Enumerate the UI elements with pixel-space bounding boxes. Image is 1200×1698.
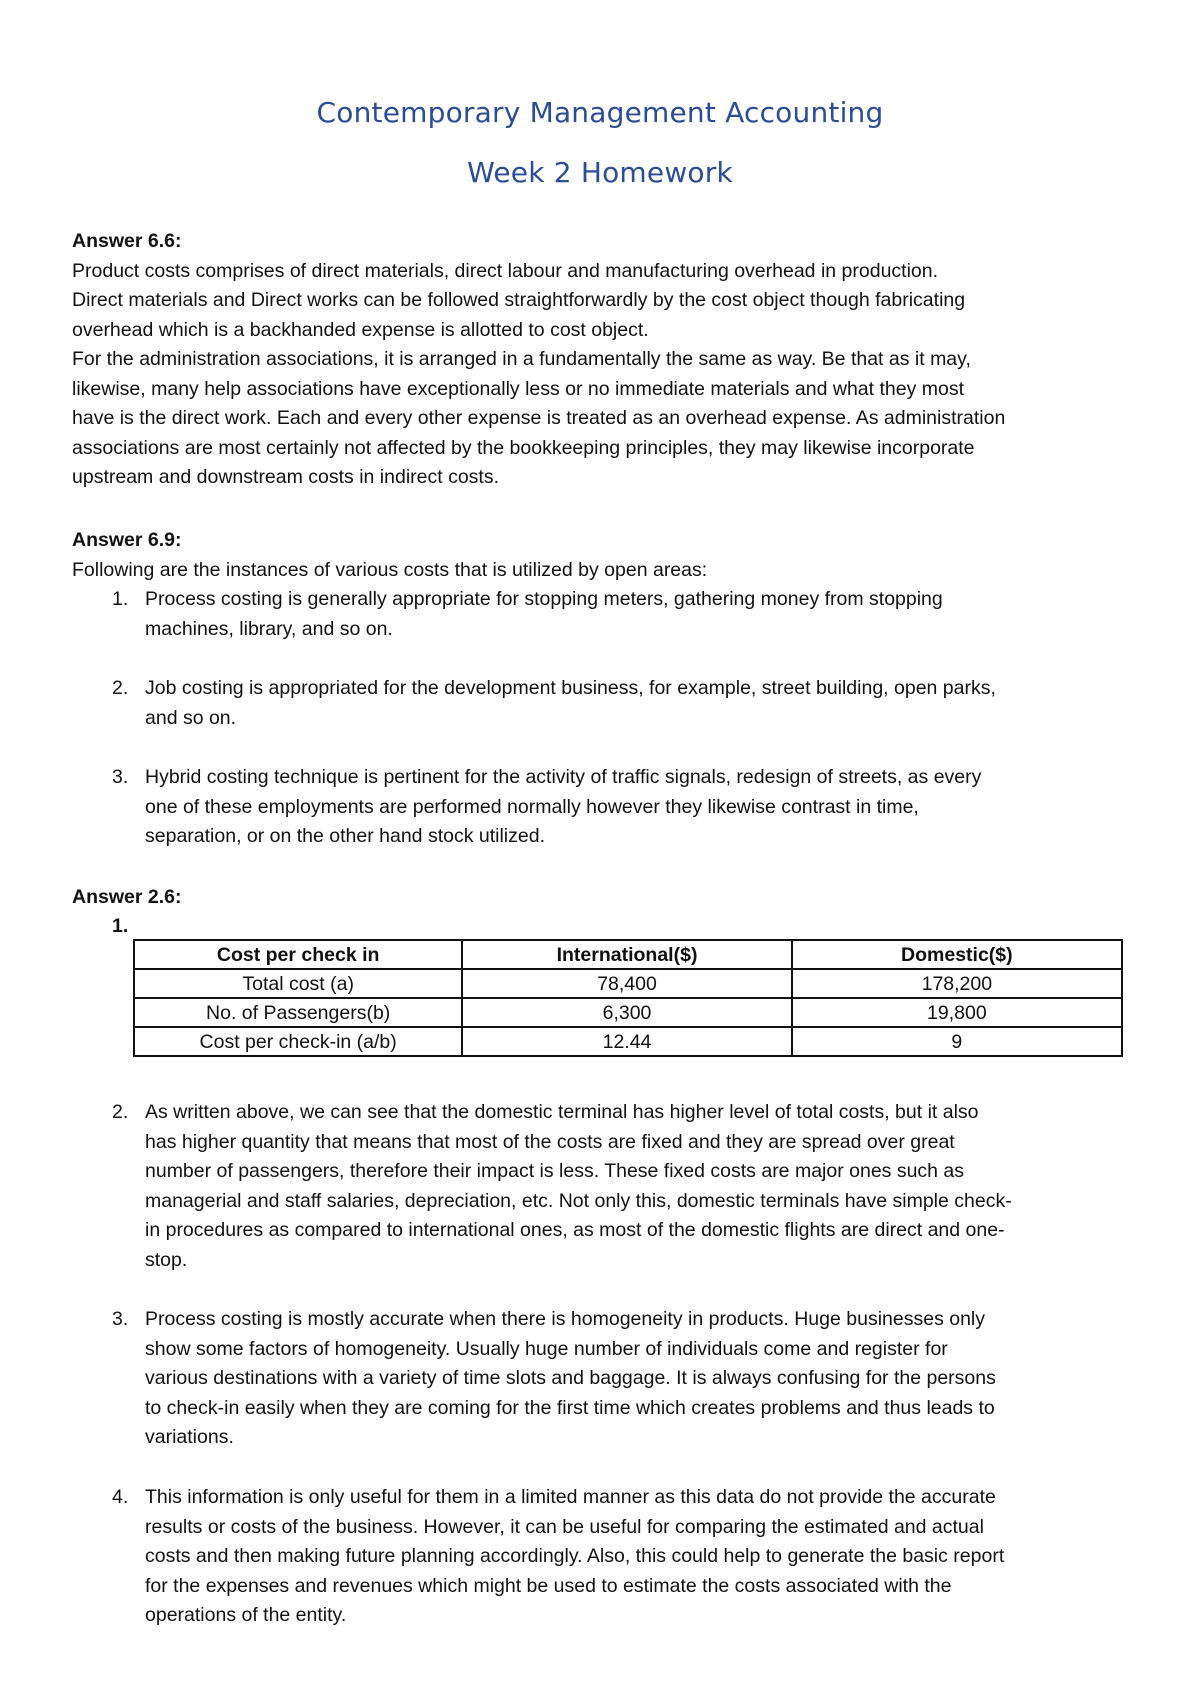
list-number: 3. [112,1308,129,1330]
list-item-line: Hybrid costing technique is pertinent for the activity of traffic signals, redesign of streets, as every [145,766,982,788]
list-item-line: to check-in easily when they are coming for the first time which creates problems and thus leads to [145,1396,995,1419]
table-cell: 19,800 [792,998,1122,1027]
table-cell: 178,200 [792,969,1122,998]
table-cell: 78,400 [462,969,791,998]
list-item-line: Process costing is mostly accurate when there is homogeneity in products. Huge businesses only [145,1308,986,1330]
list-number: 4. [112,1486,129,1508]
table-row [134,1027,1122,1056]
table-cell: Total cost (a) [134,969,462,998]
list-item-line: Job costing is appropriated for the development business, for example, street building, open parks, [145,677,996,699]
paragraph-line: upstream and downstream costs in indirect costs. [72,466,500,488]
list-item-line: As written above, we can see that the domestic terminal has higher level of total costs, but it also [145,1101,979,1123]
document-subtitle: Week 2 Homework [467,156,733,189]
list-item-line: variations. [145,1426,234,1448]
table-cell: 9 [792,1027,1122,1056]
document-title: Contemporary Management Accounting [316,96,884,129]
list-item-line: show some factors of homogeneity. Usually huge number of individuals come and register for [145,1337,948,1360]
section-answer-2-6 [72,883,181,913]
paragraph-line: overhead which is a backhanded expense is allotted to cost object. [72,318,649,341]
list-item-line: has higher quantity that means that most of the costs are fixed and they are spread over great [145,1130,955,1153]
table-cell: 12.44 [462,1027,791,1056]
list-item-line: costs and then making future planning accordingly. Also, this could help to generate the basic report [145,1545,1005,1567]
list-item-line: Process costing is generally appropriate for stopping meters, gathering money from stopping [145,588,943,610]
table-header-row [134,940,1122,969]
list-item-line: separation, or on the other hand stock utilized. [145,825,545,847]
list-item-line: This information is only useful for them in a limited manner as this data do not provide the accurate [145,1486,996,1508]
list-item-line: one of these employments are performed normally however they likewise contrast in time, [145,795,919,818]
section-heading: Answer 6.6: [72,230,182,252]
list-item-line: for the expenses and revenues which might be used to estimate the costs associated with the [145,1574,952,1597]
paragraph-line: associations are most certainly not affected by the bookkeeping principles, they may likewise incorporate [72,436,975,459]
list-item-line: machines, library, and so on. [145,617,393,640]
table-header-cell: Cost per check in [134,940,462,969]
table-cell: 6,300 [462,998,791,1027]
list-item-line: results or costs of the business. However, it can be useful for comparing the estimated and actual [145,1515,984,1538]
list-number: 3. [112,766,129,788]
table-cell: No. of Passengers(b) [134,998,462,1027]
paragraph-line: Product costs comprises of direct materials, direct labour and manufacturing overhead in production. [72,259,939,282]
list-item-line: number of passengers, therefore their impact is less. These fixed costs are major ones such as [145,1160,965,1182]
paragraph-line: For the administration associations, it is arranged in a fundamentally the same as way. Be that as it may, [72,348,971,370]
list-number: 1. [112,588,129,610]
list-item-line: and so on. [145,706,237,729]
section-heading: Answer 6.9: [72,529,182,551]
list-item-line: stop. [145,1248,188,1271]
table-header-cell: International($) [462,940,791,969]
section-heading: Answer 2.6: [72,886,182,908]
list-item-line: various destinations with a variety of time slots and baggage. It is always confusing for the persons [145,1367,996,1389]
list-number: 2. [112,1101,129,1123]
section-answer-6-6 [72,227,1005,493]
paragraph-line: Direct materials and Direct works can be followed straightforwardly by the cost object though fabricating [72,289,966,311]
section-answer-6-9 [72,526,707,585]
cost-per-check-in-table [133,939,1123,1057]
list-item-line: operations of the entity. [145,1604,347,1626]
table-cell: Cost per check-in (a/b) [134,1027,462,1056]
table-row [134,969,1122,998]
table-row [134,998,1122,1027]
list-item-line: managerial and staff salaries, depreciation, etc. Not only this, domestic terminals have simple check- [145,1189,1012,1212]
list-item-line: in procedures as compared to international ones, as most of the domestic flights are direct and one- [145,1219,1005,1241]
table-header-cell: Domestic($) [792,940,1122,969]
section-intro: Following are the instances of various costs that is utilized by open areas: [72,558,708,581]
paragraph-line: likewise, many help associations have exceptionally less or no immediate materials and what they most [72,377,965,400]
list-number: 2. [112,677,129,699]
paragraph-line: have is the direct work. Each and every other expense is treated as an overhead expense. As administration [72,407,1006,429]
list-number: 1. [112,915,129,937]
